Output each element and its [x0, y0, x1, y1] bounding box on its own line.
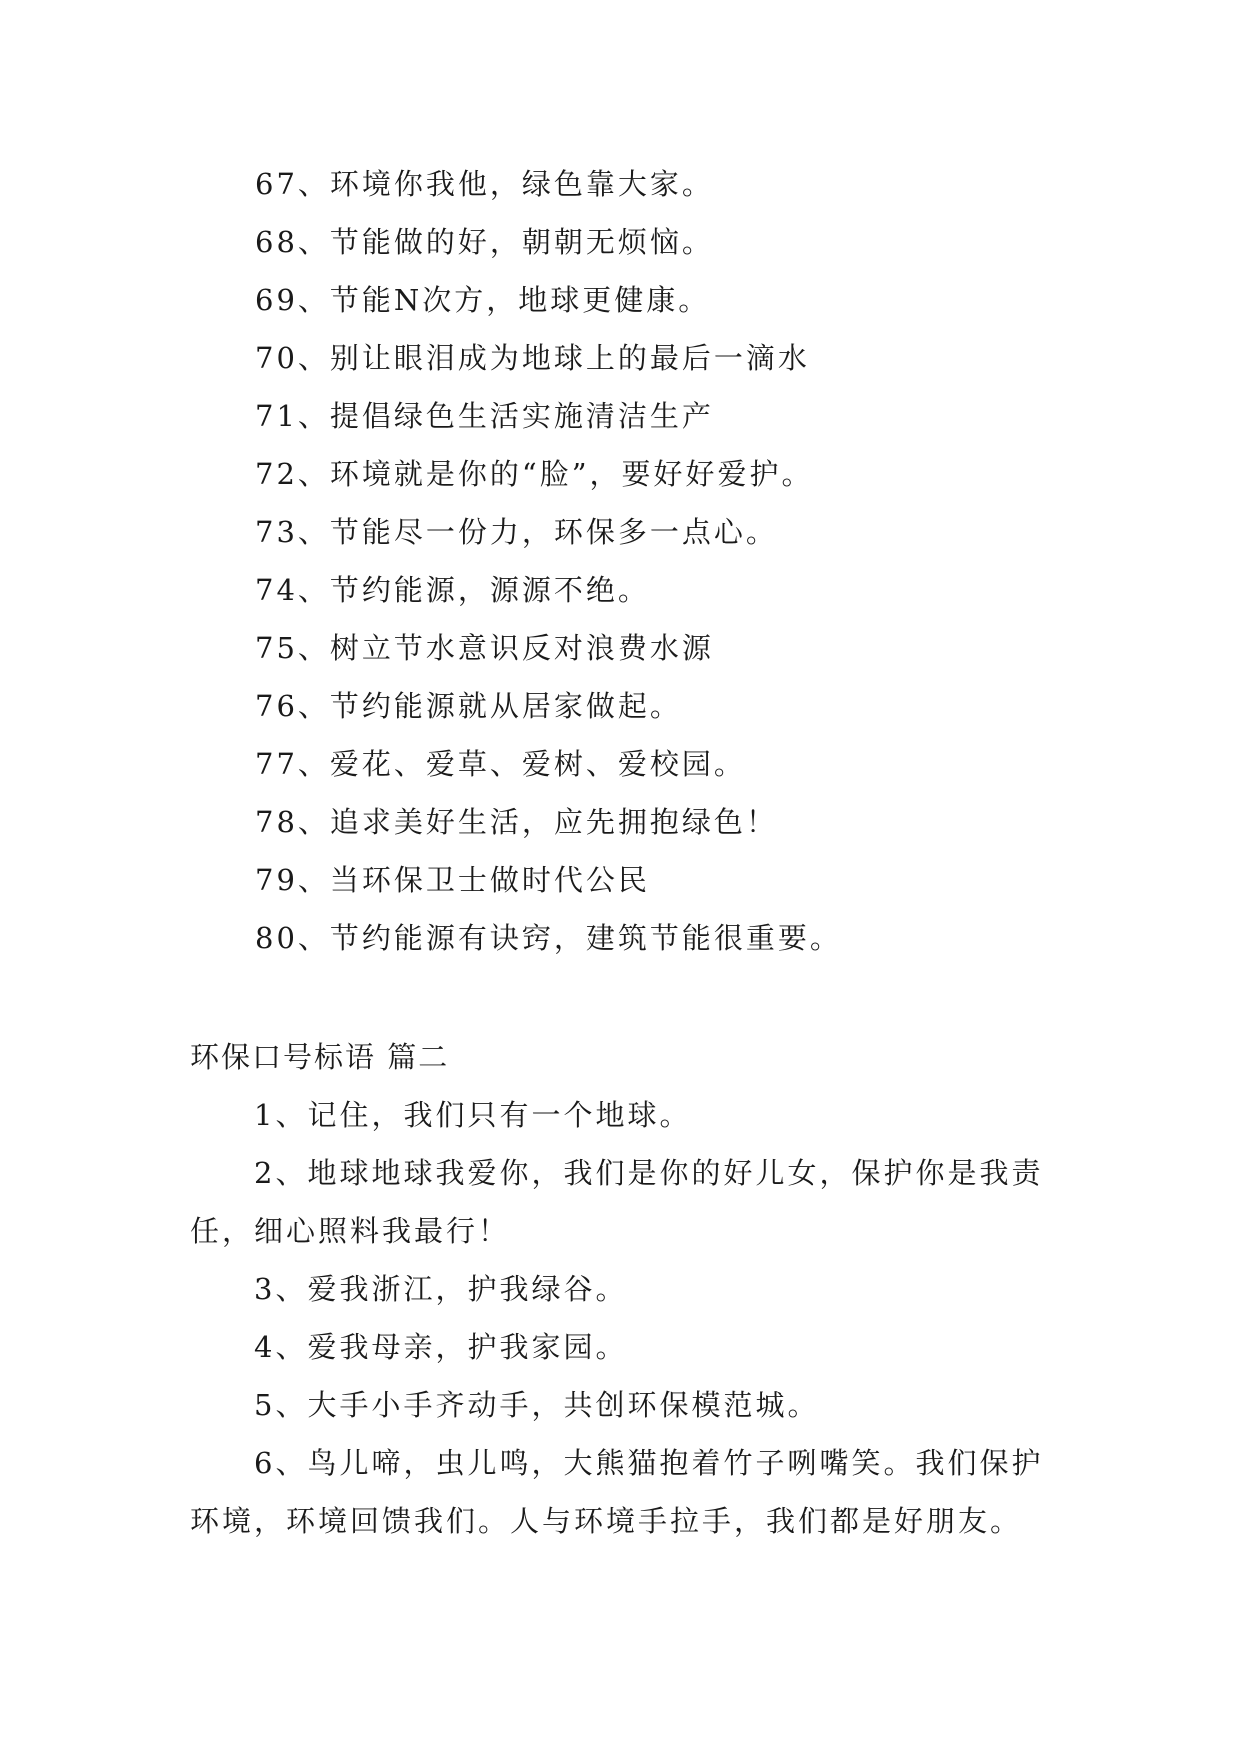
list-item: 67、环境你我他，绿色靠大家。	[255, 167, 714, 201]
list-item: 5、大手小手齐动手，共创环保模范城。	[254, 1388, 820, 1422]
list-item: 68、节能做的好，朝朝无烦恼。	[255, 225, 714, 259]
list-item: 4、爱我母亲，护我家园。	[254, 1330, 628, 1364]
list-item: 6、鸟儿啼，虫儿鸣，大熊猫抱着竹子咧嘴笑。我们保护环境，环境回馈我们。人与环境手拉手，我们都是好朋友。	[190, 1446, 1044, 1538]
section-title: 环保口号标语 篇二	[190, 1040, 450, 1074]
list-item: 71、提倡绿色生活实施清洁生产	[255, 399, 714, 433]
list-item: 75、树立节水意识反对浪费水源	[255, 631, 714, 665]
list-item: 3、爱我浙江，护我绿谷。	[254, 1272, 628, 1306]
list-item: 76、节约能源就从居家做起。	[255, 689, 682, 723]
list-item: 73、节能尽一份力，环保多一点心。	[255, 515, 778, 549]
list-item: 69、节能N次方，地球更健康。	[255, 283, 711, 317]
list-item: 79、当环保卫士做时代公民	[255, 863, 650, 897]
list-item: 80、节约能源有诀窍，建筑节能很重要。	[255, 921, 842, 955]
list-item: 70、别让眼泪成为地球上的最后一滴水	[255, 341, 810, 375]
slogan-list-part1	[255, 155, 1055, 967]
slogan-list-part2	[190, 1086, 1050, 1550]
list-item: 1、记住，我们只有一个地球。	[254, 1098, 692, 1132]
list-item: 2、地球地球我爱你，我们是你的好儿女，保护你是我责任，细心照料我最行！	[190, 1156, 1044, 1248]
list-item: 78、追求美好生活，应先拥抱绿色！	[255, 805, 778, 839]
list-item: 72、环境就是你的“脸”，要好好爱护。	[255, 457, 814, 491]
list-item: 74、节约能源，源源不绝。	[255, 573, 650, 607]
list-item: 77、爱花、爱草、爱树、爱校园。	[255, 747, 746, 781]
